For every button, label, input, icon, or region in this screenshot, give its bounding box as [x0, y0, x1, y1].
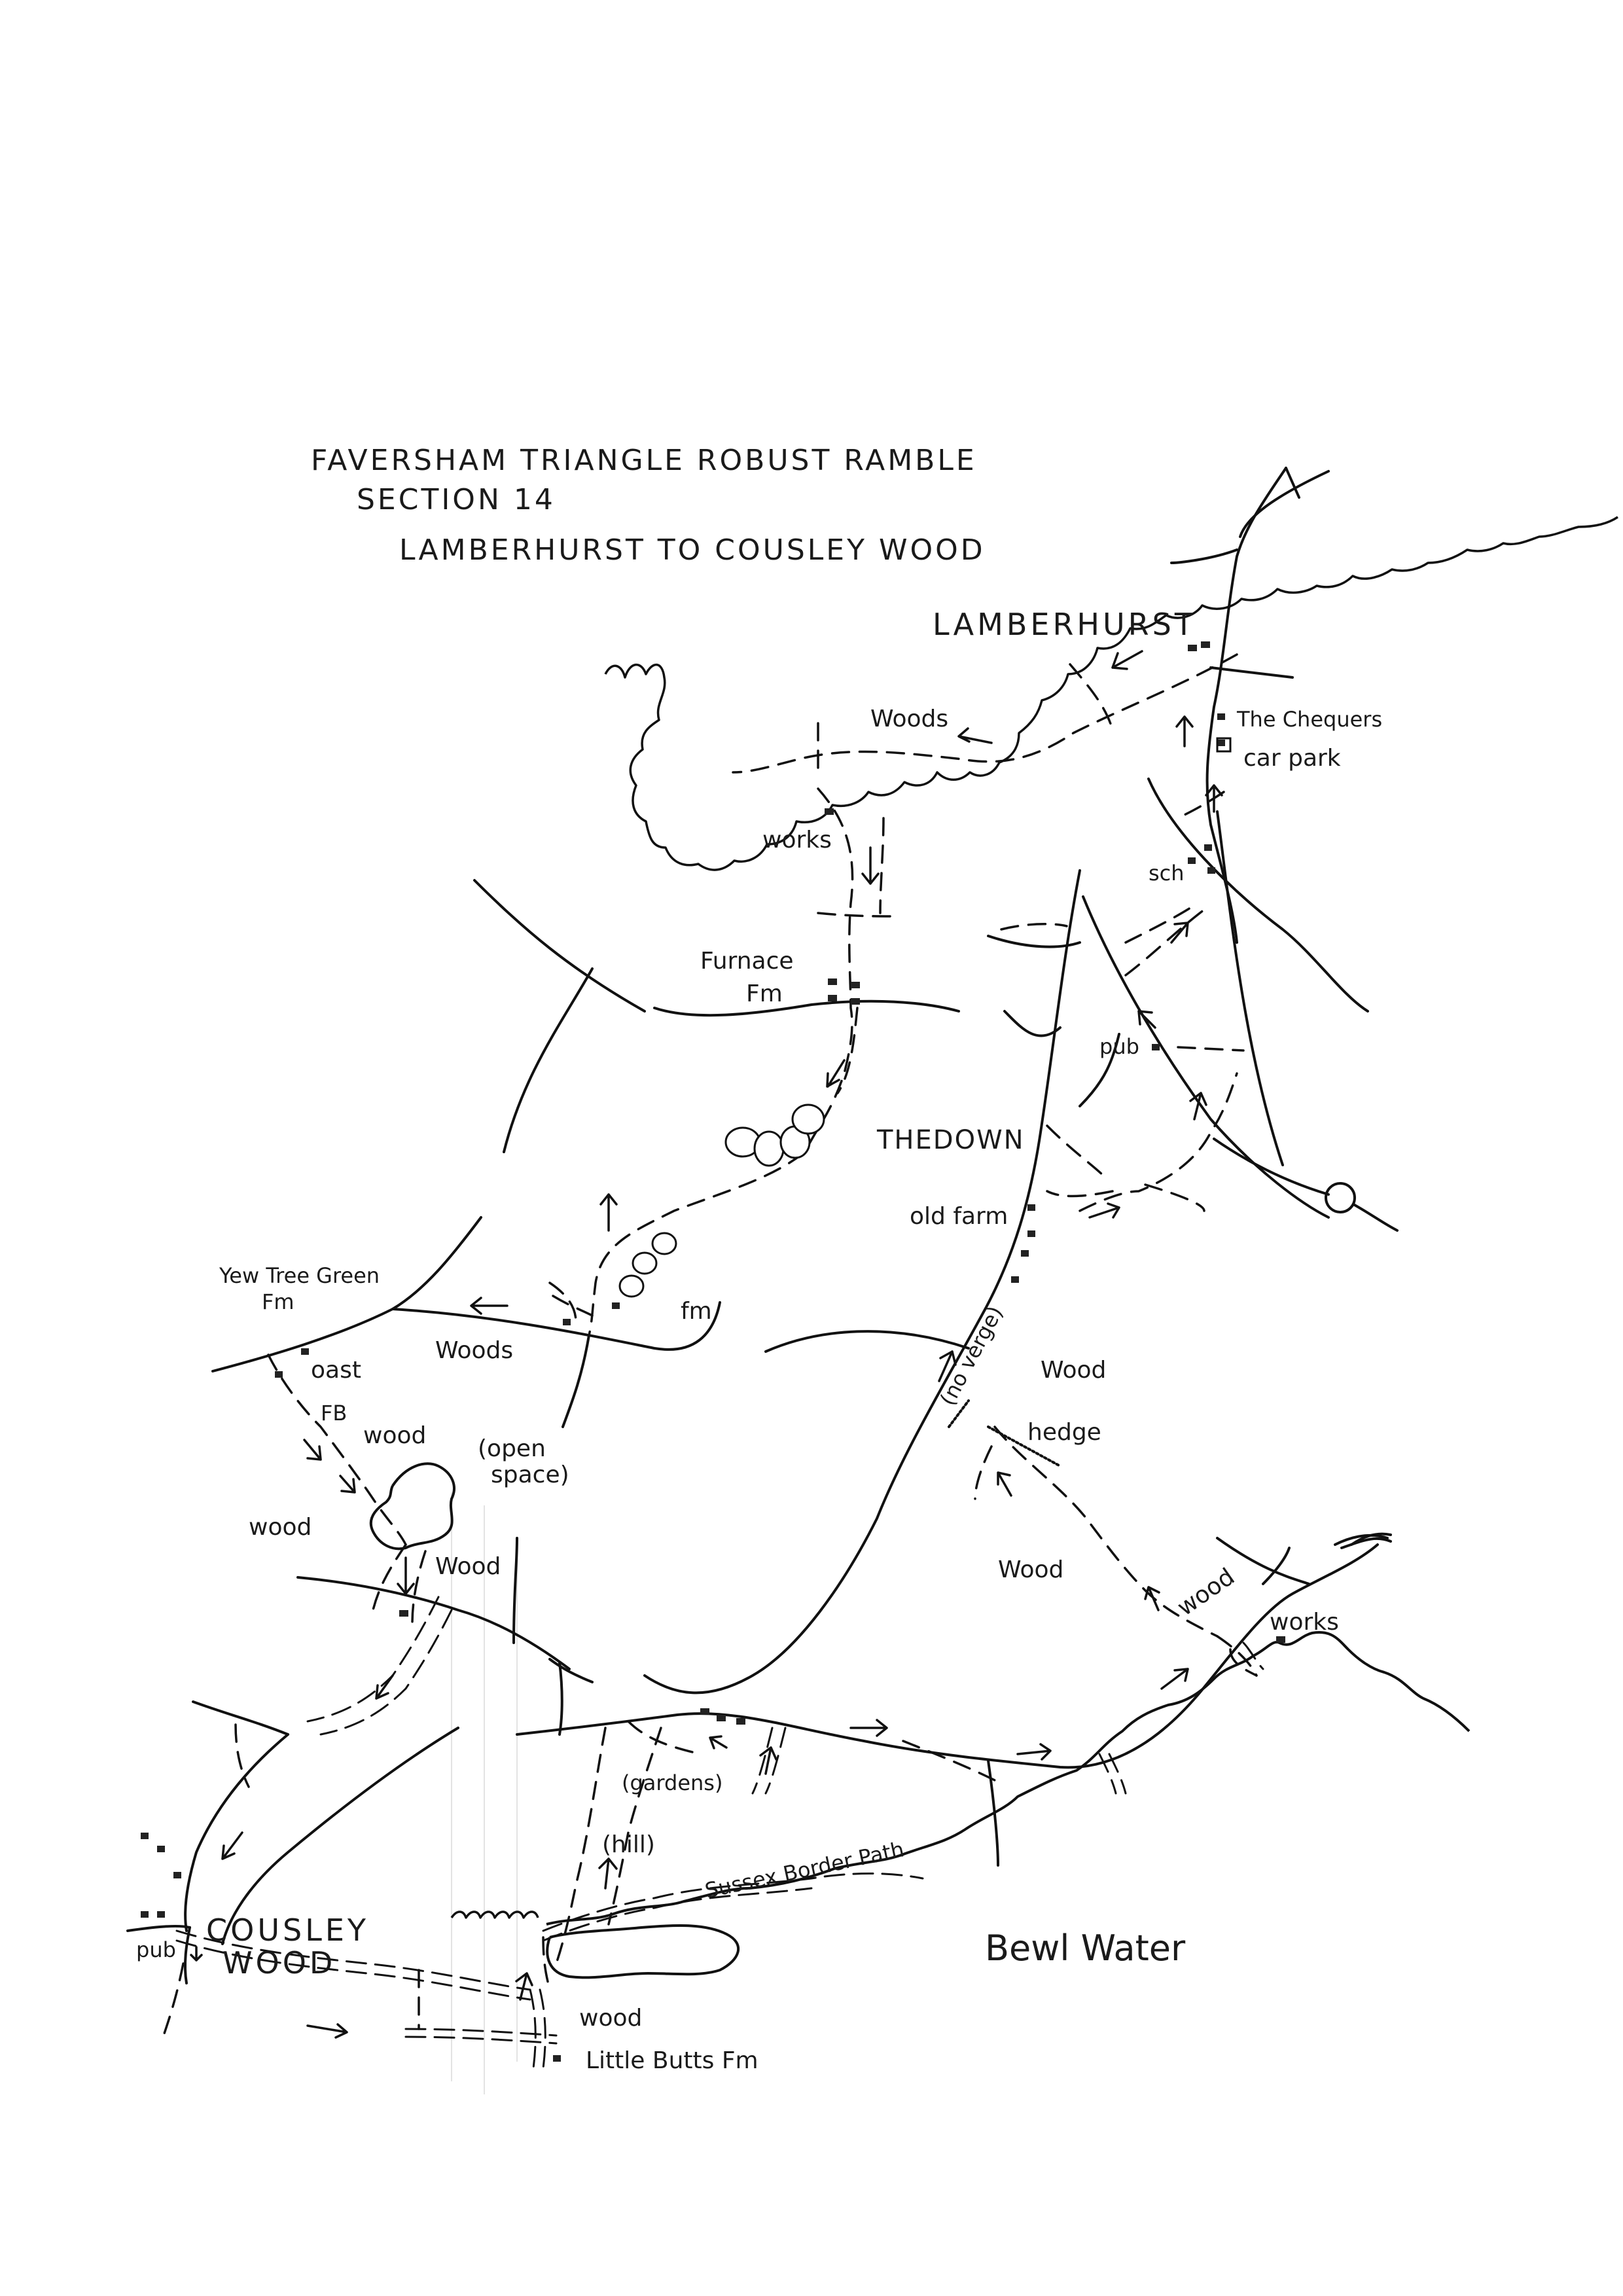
- path-school-north: [1126, 910, 1204, 975]
- building: [1201, 641, 1210, 648]
- path-farm-east: [1145, 1185, 1204, 1211]
- path-open-space-north: [373, 1545, 406, 1610]
- path-hedge-south: [975, 1446, 991, 1499]
- building: [141, 1911, 149, 1918]
- arrow-icon: [376, 1676, 393, 1698]
- building: [157, 1911, 165, 1918]
- arrow-icon: [1018, 1744, 1050, 1759]
- building: [1217, 740, 1225, 746]
- place-lamberhurst: LAMBERHURST: [933, 607, 1196, 642]
- arrow-icon: [471, 1298, 507, 1314]
- arrow-icon: [1171, 923, 1188, 942]
- path-pub-east: [1178, 1047, 1243, 1050]
- arrow-icon: [191, 1947, 202, 1960]
- label-wood-se2: wood: [1172, 1563, 1240, 1622]
- arrow-icon: [710, 1736, 726, 1748]
- label-open-space-1: (open: [478, 1435, 546, 1462]
- label-works-north: works: [762, 827, 832, 853]
- label-old-farm: old farm: [910, 1203, 1008, 1230]
- tree-clump: [755, 1132, 783, 1166]
- label-wood-east: Wood: [1041, 1357, 1107, 1384]
- arrow-icon: [1113, 651, 1142, 669]
- road-stub-down: [1005, 1011, 1060, 1036]
- building: [1027, 1230, 1035, 1237]
- label-hill: (hill): [602, 1831, 655, 1858]
- path-hill: [556, 1728, 605, 1964]
- building: [736, 1718, 745, 1725]
- road-cousley-junction: [128, 1926, 190, 1931]
- path-woods: [733, 655, 1237, 772]
- label-yew-fm: Fm: [262, 1289, 294, 1314]
- path-down-link: [1047, 1126, 1106, 1178]
- label-fm: Fm: [746, 980, 783, 1007]
- title-line-2: SECTION 14: [357, 483, 556, 516]
- path-gardens: [628, 1721, 700, 1754]
- arrow-icon: [599, 1859, 616, 1888]
- label-wood-south: wood: [579, 2005, 643, 2032]
- path-south-east-double-2: [1109, 1754, 1126, 1793]
- arrow-icon: [601, 1194, 616, 1230]
- label-works-east: works: [1270, 1609, 1339, 1636]
- label-yew-tree-green: Yew Tree Green: [219, 1263, 380, 1288]
- main-road-a21: [1207, 468, 1286, 942]
- label-woods-west: Woods: [435, 1337, 514, 1364]
- label-gardens: (gardens): [622, 1770, 723, 1795]
- label-sussex-border-path: Sussex Border Path: [702, 1837, 906, 1903]
- path-double-west: [308, 1597, 438, 1721]
- arrow-icon: [863, 848, 878, 884]
- label-wood-left: wood: [249, 1514, 312, 1541]
- road-woods-south: [563, 1335, 589, 1427]
- roundabout: [1326, 1183, 1355, 1212]
- path-furnace-cross: [818, 913, 893, 916]
- arrow-icon: [1162, 1669, 1188, 1689]
- path-works: [880, 818, 883, 913]
- road-cousley-north: [185, 1734, 288, 1931]
- title-line-1: FAVERSHAM TRIANGLE ROBUST RAMBLE: [311, 444, 977, 477]
- shore-wavy-west: [452, 1912, 538, 1918]
- arrow-icon: [959, 728, 991, 743]
- label-open-space-2: space): [491, 1462, 569, 1488]
- map-title: [311, 444, 986, 567]
- building: [700, 1708, 709, 1715]
- map-labels: [136, 607, 1382, 2074]
- road-cousley-ne: [223, 1728, 458, 1944]
- label-the-chequers: The Chequers: [1237, 707, 1383, 732]
- building: [828, 978, 837, 985]
- label-fm-mid: fm: [681, 1298, 712, 1325]
- road-nw-branch: [1171, 550, 1237, 563]
- label-pub-cousley: pub: [136, 1937, 176, 1962]
- path-little-butts-2: [406, 2037, 556, 2043]
- roads: [128, 468, 1391, 1983]
- direction-arrows: [191, 651, 1222, 2037]
- building: [1188, 857, 1196, 864]
- label-furnace: Furnace: [700, 948, 794, 975]
- path-road-south-cross: [903, 1741, 995, 1780]
- road-east-stub: [988, 936, 1080, 947]
- path-furnace-south: [589, 789, 853, 1335]
- path-school-cross: [1001, 924, 1067, 929]
- river-teise: [605, 517, 1618, 870]
- label-little-butts-fm: Little Butts Fm: [586, 2047, 758, 2074]
- arrow-icon: [1177, 717, 1192, 746]
- road-west-curve: [504, 969, 592, 1152]
- road-east-spur: [1211, 668, 1293, 677]
- building: [1217, 713, 1225, 720]
- place-cousley-wood-2: WOOD: [223, 1945, 336, 1981]
- building: [1011, 1276, 1019, 1283]
- path-cousley-west-south: [164, 1964, 183, 2036]
- road-roundabout-east: [1353, 1204, 1397, 1230]
- arrow-icon: [1145, 1587, 1159, 1610]
- building: [1027, 1204, 1035, 1211]
- place-cousley-wood-1: COUSLEY: [206, 1912, 369, 1948]
- arrow-icon: [304, 1440, 321, 1460]
- label-sch: sch: [1149, 861, 1185, 886]
- building: [1207, 867, 1215, 874]
- road-mid-join: [550, 1659, 592, 1682]
- path-little-butts-south-2: [540, 1990, 545, 2068]
- building: [1152, 1044, 1160, 1050]
- building: [553, 2055, 561, 2062]
- open-space-blob: [371, 1463, 454, 1549]
- arrow-icon: [223, 1833, 242, 1859]
- path-open-space-north-2: [412, 1551, 425, 1623]
- road-cousley-west: [193, 1702, 288, 1734]
- building: [851, 982, 860, 988]
- label-wood-fb: wood: [363, 1422, 427, 1449]
- road-wood-east: [766, 1331, 969, 1352]
- building: [173, 1872, 181, 1878]
- path-little-butts-south: [530, 1990, 535, 2068]
- building: [828, 995, 837, 1001]
- building: [399, 1610, 408, 1617]
- place-the-down: THEDOWN: [877, 1125, 1025, 1155]
- road-mid-west: [298, 1577, 569, 1669]
- label-woods-north: Woods: [870, 706, 949, 732]
- road-furnace: [654, 1001, 959, 1015]
- building: [1276, 1636, 1285, 1643]
- path-hill-2: [609, 1728, 661, 1924]
- label-oast: oast: [311, 1357, 361, 1384]
- arrow-icon: [851, 1720, 887, 1736]
- road-pub-diagonal: [1149, 779, 1368, 1011]
- scan-streaks: [452, 1492, 517, 2094]
- label-no-verge: (no verge): [935, 1302, 1008, 1410]
- road-works-stub: [1263, 1548, 1289, 1584]
- arrow-icon: [1090, 1204, 1119, 1217]
- building: [157, 1846, 165, 1852]
- building: [563, 1319, 571, 1325]
- path-old-farm: [1080, 1073, 1237, 1211]
- building: [717, 1715, 726, 1721]
- label-pub-down: pub: [1099, 1034, 1139, 1059]
- road-main-south: [1217, 812, 1283, 1165]
- label-wood-se: Wood: [998, 1556, 1064, 1583]
- buildings: [141, 641, 1285, 2062]
- path-double-west-2: [321, 1610, 452, 1734]
- building: [1204, 844, 1212, 851]
- tree-clump: [633, 1253, 656, 1274]
- arrow-icon: [1190, 1093, 1206, 1119]
- tree-clump: [620, 1276, 643, 1297]
- arrow-icon: [998, 1473, 1011, 1496]
- arrow-icon: [398, 1558, 414, 1594]
- label-car-park: car park: [1243, 745, 1341, 772]
- arrow-icon: [516, 1973, 532, 2000]
- building: [612, 1302, 620, 1309]
- arrow-icon: [308, 2024, 347, 2037]
- path-works-approach: [1217, 1636, 1257, 1676]
- label-wood-mid: Wood: [435, 1553, 501, 1580]
- path-little-butts: [406, 2029, 556, 2036]
- woodland-clumps: [620, 1105, 824, 1297]
- tree-clump: [793, 1105, 824, 1134]
- building: [851, 998, 860, 1005]
- arrow-icon: [340, 1476, 355, 1492]
- building: [301, 1348, 309, 1355]
- building: [275, 1371, 283, 1378]
- building: [1021, 1250, 1029, 1257]
- label-fb: FB: [321, 1401, 348, 1426]
- tree-clump: [652, 1233, 676, 1254]
- title-line-3: LAMBERHURST TO COUSLEY WOOD: [399, 533, 986, 567]
- building: [825, 808, 834, 815]
- road-cousley-south: [185, 1928, 190, 1983]
- building: [141, 1833, 149, 1839]
- road-south-main: [517, 1545, 1378, 1767]
- road-nw: [474, 880, 645, 1011]
- building: [1188, 645, 1197, 651]
- path-furnace-east: [838, 1008, 857, 1093]
- label-hedge: hedge: [1027, 1419, 1101, 1446]
- wood-inlet: [547, 1926, 738, 1977]
- road-south-spur: [560, 1662, 562, 1734]
- path-farm-west: [1047, 1191, 1113, 1196]
- place-bewl-water: Bewl Water: [985, 1928, 1186, 1969]
- road-to-roundabout: [1214, 1139, 1329, 1194]
- path-lamberhurst-branch: [1070, 664, 1113, 730]
- road-ne-branch: [1240, 471, 1329, 537]
